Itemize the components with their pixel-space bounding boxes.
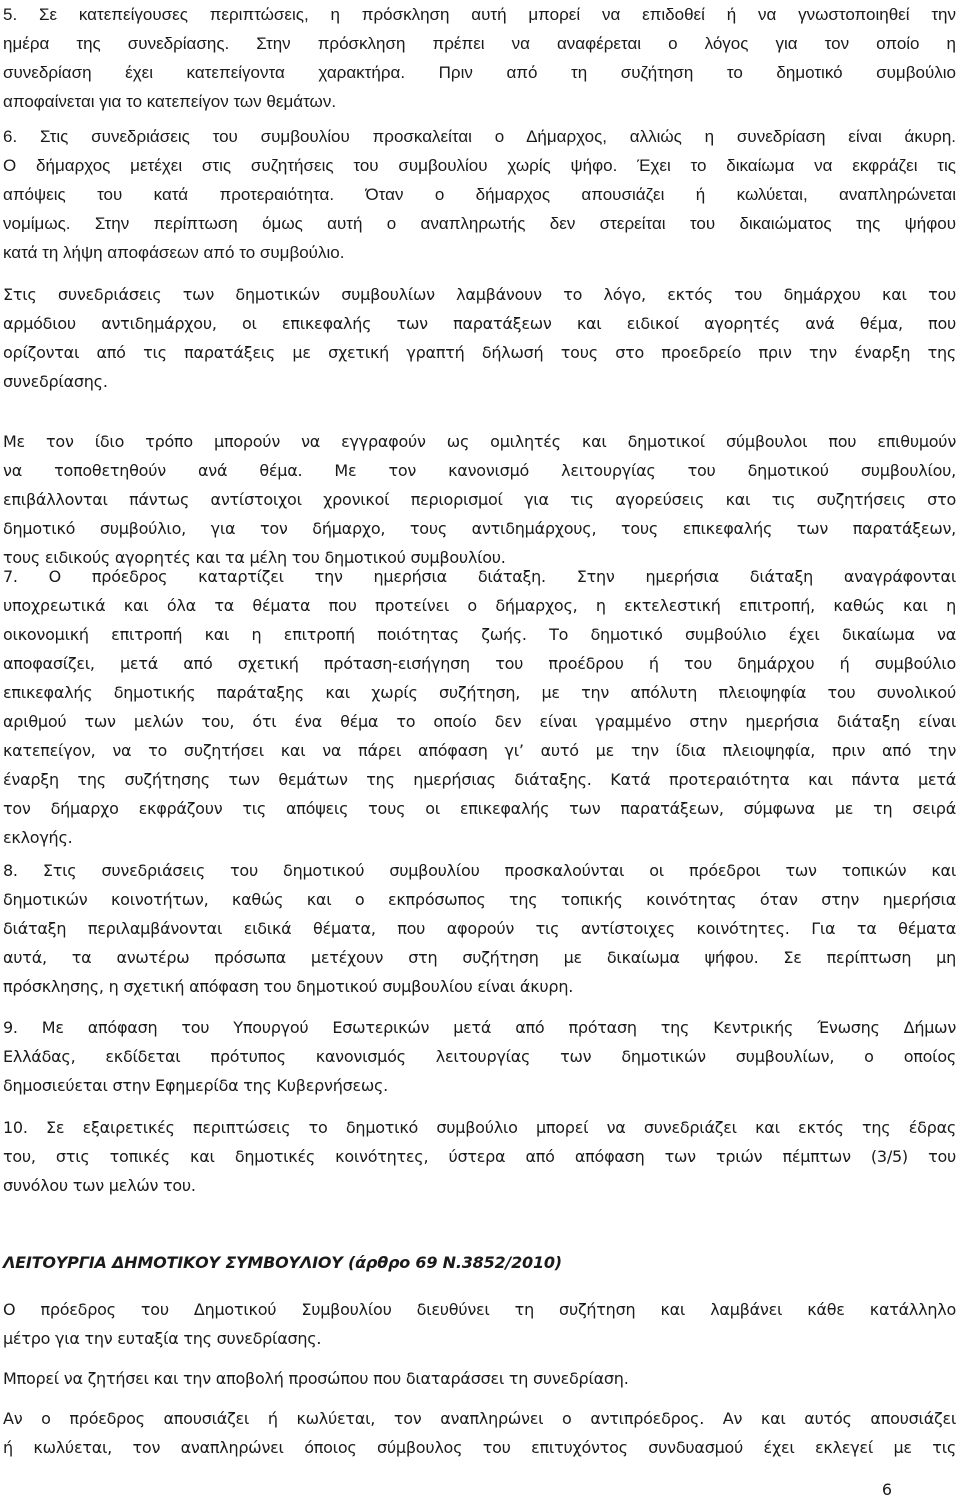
text-line: Ο δήμαρχος μετέχει στις συζητήσεις του συμβουλίου χωρίς ψήφο. Έχει το δικαίωμα να εκφράζει τις — [3, 156, 956, 175]
page-number: 6 — [881, 1480, 892, 1499]
text-line: υποχρεωτικά και όλα τα θέματα που προτείνει ο δήμαρχος, η εκτελεστική επιτροπή, καθώς και η — [3, 596, 956, 615]
paragraph-9 — [3, 1013, 956, 1100]
text-line: επικεφαλής δημοτικής παράταξης και χωρίς συζήτηση, με την απόλυτη πλειοψηφία του συνολικού — [3, 683, 956, 702]
text-line: αυτά, τα ανωτέρω πρόσωπα μετέχουν στη συζήτηση με δικαίωμα ψήφου. Σε περίπτωση μη — [3, 948, 956, 967]
paragraph-5 — [3, 0, 956, 116]
text-line: απόψεις του κατά προτεραιότητα. Όταν ο δήμαρχος απουσιάζει ή κωλύεται, αναπληρώνεται — [3, 185, 956, 204]
section-paragraph-1 — [3, 1295, 956, 1353]
section-paragraph-3 — [3, 1404, 956, 1462]
text-line: κατεπείγον, να το συζητήσει και να πάρει απόφαση γι’ αυτό με την ίδια πλειοψηφία, πριν από την — [3, 741, 956, 760]
text-line: να τοποθετηθούν ανά θέμα. Με τον κανονισμό λειτουργίας του δημοτικού συμβουλίου, — [3, 461, 956, 480]
text-line: κατά τη λήψη αποφάσεων από το συμβούλιο. — [3, 243, 345, 262]
text-line: 6. Στις συνεδριάσεις του συμβουλίου προσκαλείται ο Δήμαρχος, αλλιώς η συνεδρίαση είναι άκυρη. — [3, 127, 956, 146]
text-line: πρόσκλησης, η σχετική απόφαση του δημοτικού συμβουλίου είναι άκυρη. — [3, 977, 574, 996]
text-line: επιβάλλονται πάντως αντίστοιχοι χρονικοί περιορισμοί για τις αγορεύσεις και τις συζητήσεις στο — [3, 490, 956, 509]
paragraph-registration — [3, 427, 956, 572]
text-line: μέτρο για την ευταξία της συνεδρίασης. — [3, 1329, 322, 1348]
text-line: Αν ο πρόεδρος απουσιάζει ή κωλύεται, τον αναπληρώνει ο αντιπρόεδρος. Αν και αυτός απουσιάζει — [3, 1409, 956, 1428]
text-line: Ελλάδας, εκδίδεται πρότυπος κανονισμός λειτουργίας των δημοτικών συμβουλίων, ο οποίος — [3, 1047, 956, 1066]
text-line: αρμόδιου αντιδημάρχου, οι επικεφαλής των παρατάξεων και ειδικοί αγορητές ανά θέμα, που — [3, 314, 956, 333]
text-line: ημέρα της συνεδρίασης. Στην πρόσκληση πρέπει να αναφέρεται ο λόγος για τον οποίο η — [3, 34, 956, 53]
text-line: νομίμως. Στην περίπτωση όμως αυτή ο αναπληρωτής δεν στερείται του δικαιώματος της ψήφου — [3, 214, 956, 233]
text-line: αποφασίζει, μετά από σχετική πρόταση-εισήγηση του προέδρου ή του δημάρχου ή συμβούλιο — [3, 654, 956, 673]
text-line: 7. Ο πρόεδρος καταρτίζει την ημερήσια διάταξη. Στην ημερήσια διάταξη αναγράφονται — [3, 567, 956, 586]
text-line: διάταξη περιλαμβάνονται ειδικά θέματα, που αφορούν τις αντίστοιχες κοινότητες. Για τα θέματα — [3, 919, 956, 938]
paragraph-7 — [3, 562, 956, 852]
text-line: 9. Με απόφαση του Υπουργού Εσωτερικών μετά από πρόταση της Κεντρικής Ένωσης Δήμων — [3, 1018, 956, 1037]
text-line: συνεδρίαση έχει κατεπείγοντα χαρακτήρα. Πριν από τη συζήτηση το δημοτικό συμβούλιο — [3, 63, 956, 82]
text-line: εκλογής. — [3, 828, 73, 847]
text-line: Με τον ίδιο τρόπο μπορούν να εγγραφούν ως ομιλητές και δημοτικοί σύμβουλοι που επιθυμούν — [3, 432, 956, 451]
text-line: συνόλου των μελών του. — [3, 1176, 196, 1195]
text-line: του, στις τοπικές και δημοτικές κοινότητες, ύστερα από απόφαση των τριών πέμπτων (3/5) του — [3, 1147, 956, 1166]
text-line: δημοτικό συμβούλιο, για τον δήμαρχο, τους αντιδημάρχους, τους επικεφαλής των παρατάξεων, — [3, 519, 956, 538]
section-paragraph-2 — [3, 1364, 956, 1393]
section-heading: ΛΕΙΤΟΥΡΓΙΑ ΔΗΜΟΤΙΚΟΥ ΣΥΜΒΟΥΛΙΟΥ (άρθρο 69 Ν.3852/2010) — [3, 1253, 562, 1272]
text-line: 10. Σε εξαιρετικές περιπτώσεις το δημοτικό συμβούλιο μπορεί να συνεδριάζει και εκτός της έδρας — [3, 1118, 956, 1137]
paragraph-8 — [3, 856, 956, 1001]
text-line: ορίζονται από τις παρατάξεις με σχετική γραπτή δήλωσή τους στο προεδρείο πριν την έναρξη της — [3, 343, 956, 362]
text-line: τον δήμαρχο εκφράζουν τις απόψεις τους οι επικεφαλής των παρατάξεων, σύμφωνα με τη σειρά — [3, 799, 956, 818]
text-line: αριθμού των μελών του, ότι ένα θέμα το οποίο δεν είναι γραμμένο στην ημερήσια διάταξη είναι — [3, 712, 956, 731]
text-line: αποφαίνεται για το κατεπείγον των θεμάτων. — [3, 92, 337, 111]
text-line: ή κωλύεται, τον αναπληρώνει όποιος σύμβουλος του επιτυχόντος συνδυασμού έχει εκλεγεί με τις — [3, 1438, 956, 1457]
paragraph-6 — [3, 122, 956, 267]
paragraph-speakers — [3, 280, 956, 396]
paragraph-10 — [3, 1113, 956, 1200]
text-line: 5. Σε κατεπείγουσες περιπτώσεις, η πρόσκληση αυτή μπορεί να επιδοθεί ή να γνωστοποιηθεί την — [3, 5, 956, 24]
text-line: έναρξη της συζήτησης των θεμάτων της ημερήσιας διάταξης. Κατά προτεραιότητα και πάντα μετά — [3, 770, 956, 789]
text-line: οικονομική επιτροπή και η επιτροπή ποιότητας ζωής. Το δημοτικό συμβούλιο έχει δικαίωμα να — [3, 625, 956, 644]
text-line: δημοσιεύεται στην Εφημερίδα της Κυβερνήσεως. — [3, 1076, 389, 1095]
text-line: τους ειδικούς αγορητές και τα μέλη του δημοτικού συμβουλίου. — [3, 548, 506, 567]
text-line: Μπορεί να ζητήσει και την αποβολή προσώπου που διαταράσσει τη συνεδρίαση. — [3, 1369, 629, 1388]
text-line: Στις συνεδριάσεις των δημοτικών συμβουλίων λαμβάνουν το λόγο, εκτός του δημάρχου και του — [3, 285, 956, 304]
text-line: συνεδρίασης. — [3, 372, 108, 391]
text-line: δημοτικών κοινοτήτων, καθώς και ο εκπρόσωπος της τοπικής κοινότητας όταν στην ημερήσια — [3, 890, 956, 909]
text-line: Ο πρόεδρος του Δημοτικού Συμβουλίου διευθύνει τη συζήτηση και λαμβάνει κάθε κατάλληλο — [3, 1300, 956, 1319]
text-line: 8. Στις συνεδριάσεις του δημοτικού συμβουλίου προσκαλούνται οι πρόεδροι των τοπικών και — [3, 861, 956, 880]
